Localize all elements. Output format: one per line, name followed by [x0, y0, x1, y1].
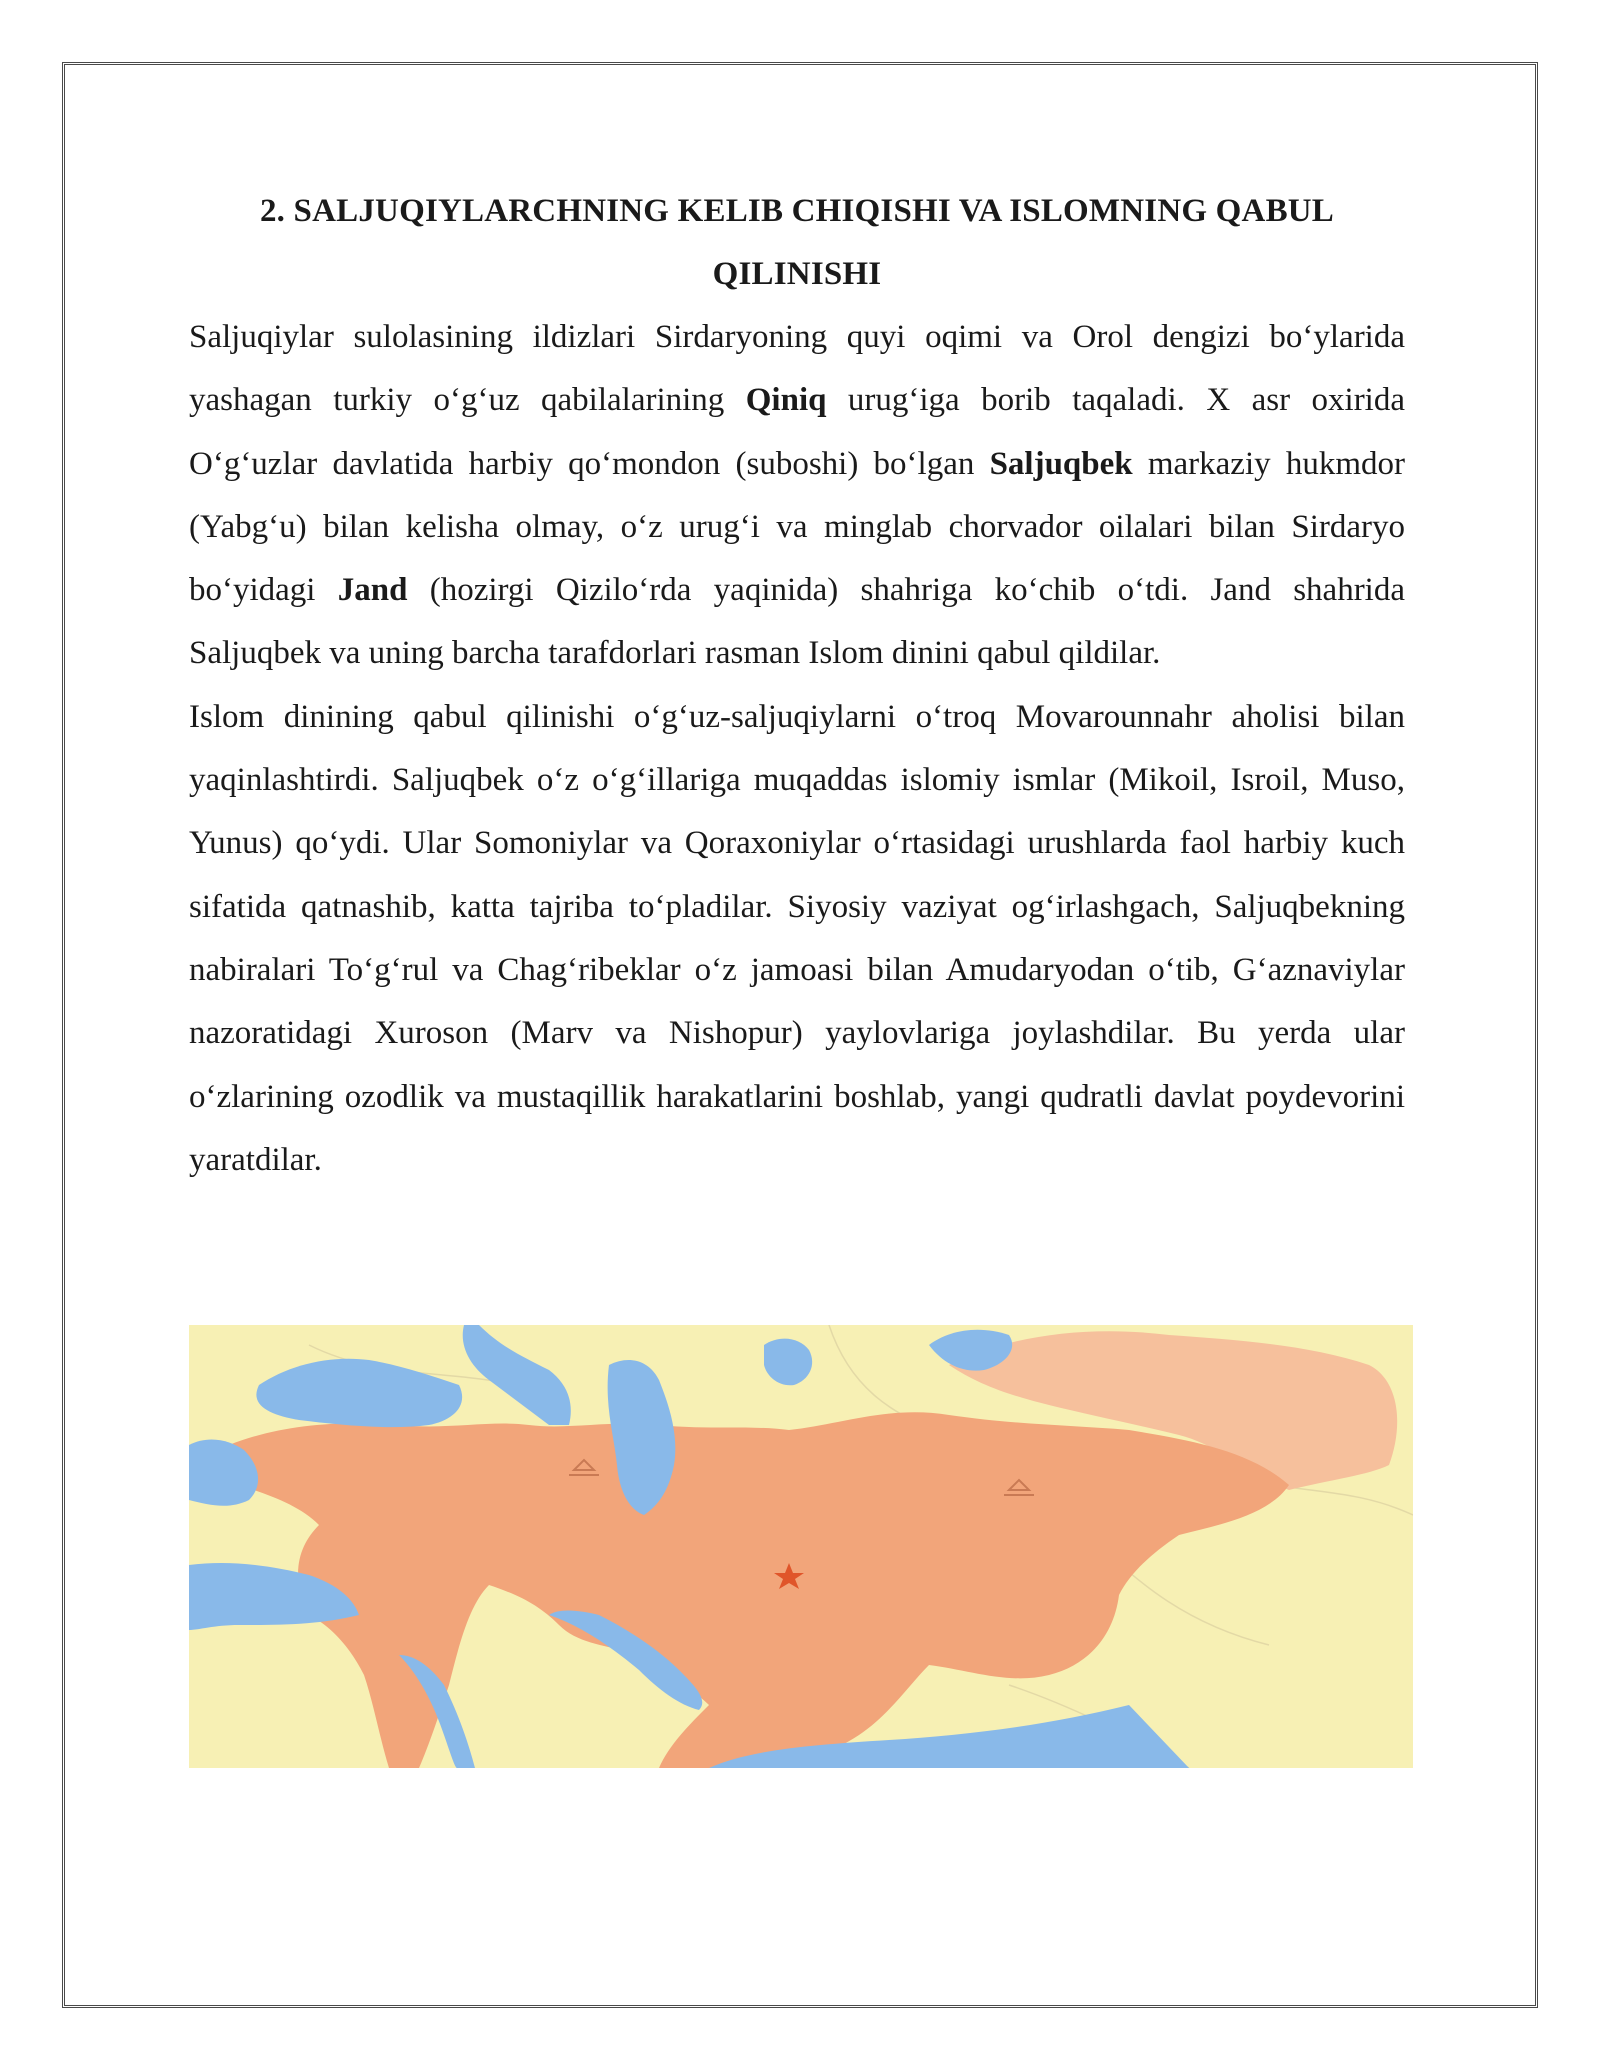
- seljuk-empire-map: [189, 1325, 1413, 1768]
- map-image: [189, 1325, 1413, 1768]
- paragraph-2: Islom dinining qabul qilinishi o‘g‘uz-saljuqiylarni o‘troq Movarounnahr aholisi bilan yaqinlashtirdi. Saljuqbek o‘z o‘g‘illariga muqaddas islomiy ismlar (Mikoil, Isroil, Muso, Yunus) qo‘ydi. Ular Somoniylar va Qoraxoniylar o‘rtasidagi urushlarda faol harbiy kuch sifatida qatnashib, katta tajriba to‘pladilar. Siyosiy vaziyat og‘irlashgach, Saljuqbekning nabiralari To‘g‘rul va Chag‘ribeklar o‘z jamoasi bilan Amudaryodan o‘tib, G‘aznaviylar nazoratidagi Xuroson (Marv va Nishopur) yaylovlariga joylashdilar. Bu yerda ular o‘zlarining ozodlik va mustaqillik harakatlarini boshlab, yangi qudratli davlat poydevorini yaratdilar.: [189, 698, 1405, 1178]
- bold-term-qiniq: Qiniq: [745, 382, 827, 419]
- text-run: (hozirgi Qizilo‘rda yaqinida) shahriga ko‘chib o‘tdi. Jand shahrida Saljuqbek va uning barcha tarafdorlari rasman Islom dinini qabul qildilar.: [189, 572, 1405, 672]
- paragraph-1: [189, 306, 1405, 686]
- page-title: 2. SALJUQIYLARCHNING KELIB CHIQISHI VA ISLOMNING QABUL QILINISHI: [259, 193, 1335, 292]
- bold-term-jand: Jand: [337, 572, 408, 609]
- text-run: markaziy hukmdor (Yabg‘u) bilan kelisha olmay, o‘z urug‘i va minglab chorvador oilalari bilan Sirdaryo bo‘yidagi: [189, 445, 1405, 609]
- text-run: urug‘iga borib taqaladi. X asr oxirida O‘g‘uzlar davlatida harbiy qo‘mondon (suboshi) bo‘lgan: [189, 382, 1405, 482]
- text-run: Saljuqiylar sulolasining ildizlari Sirdaryoning quyi oqimi va Orol dengizi bo‘ylarida yashagan turkiy o‘g‘uz qabilalarining: [189, 319, 1405, 419]
- bold-term-saljuqbek: Saljuqbek: [989, 445, 1133, 482]
- document-body: [189, 180, 1405, 1192]
